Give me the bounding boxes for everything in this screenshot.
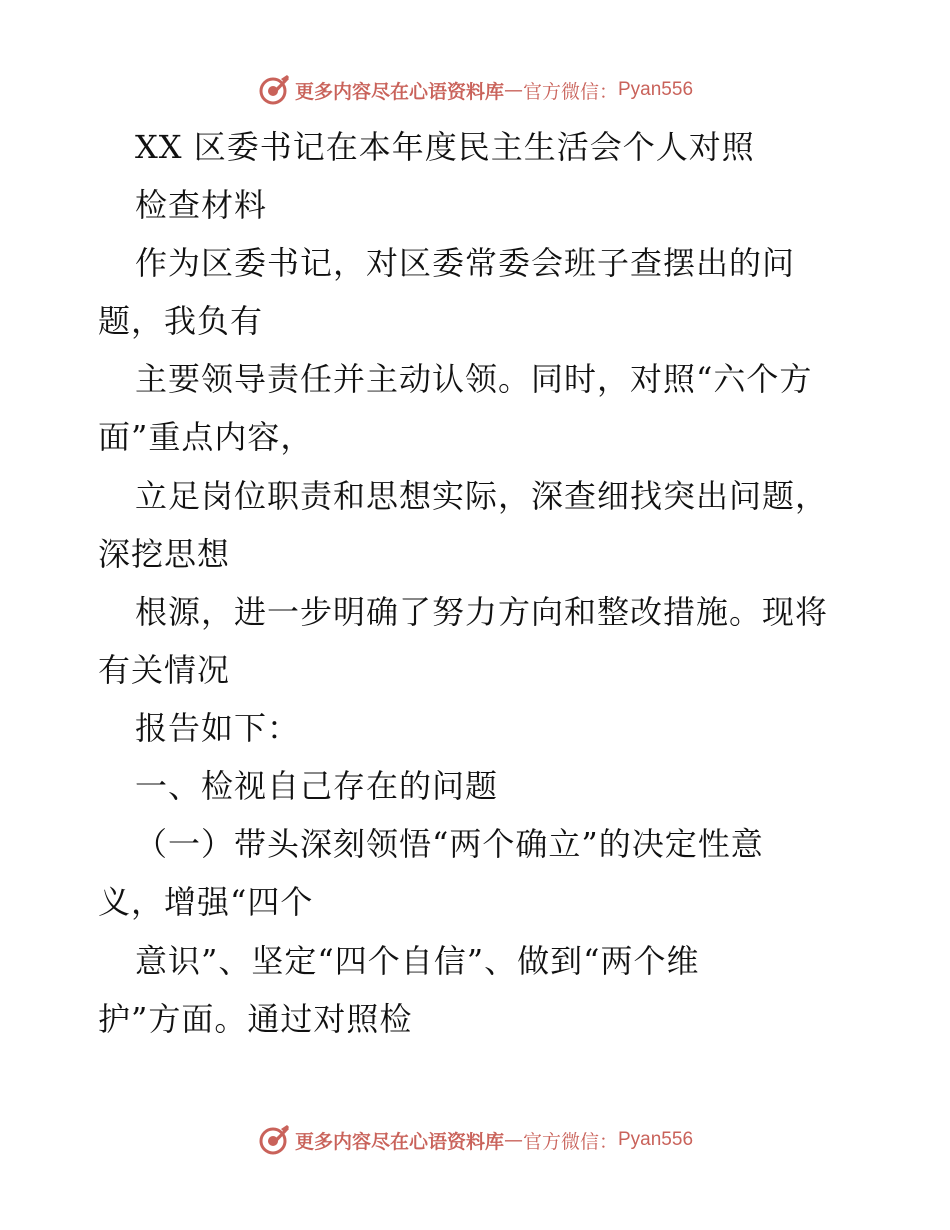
footer-watermark-dash: — (503, 1129, 523, 1151)
body-line: 报告如下： (135, 709, 301, 747)
body-line: 根源，进一步明确了努力方向和整改措施。现将 (135, 593, 829, 631)
body-line: 意识”、坚定“四个自信”、做到“两个维 (135, 942, 700, 980)
body-line: 主要领导责任并主动认领。同时，对照“六个方 (135, 360, 813, 398)
quill-logo-icon (257, 73, 291, 107)
section-heading: 一、检视自己存在的问题 (135, 767, 499, 805)
body-line: 深挖思想 (98, 535, 231, 573)
body-line: 作为区委书记，对区委常委会班子查摆出的问 (135, 244, 796, 282)
quill-logo-icon (257, 1123, 291, 1157)
footer-watermark-contact-label: 官方微信： (522, 1130, 618, 1153)
body-line: 护”方面。通过对照检 (98, 1000, 413, 1038)
header-watermark-contact-label: 官方微信： (522, 80, 618, 103)
header-watermark-dash: — (503, 79, 523, 101)
header-watermark-site: 更多内容尽在心语资料库 (294, 80, 504, 103)
document-title-line-2: 检查材料 (135, 186, 268, 224)
header-watermark (0, 70, 950, 110)
footer-watermark-site: 更多内容尽在心语资料库 (294, 1130, 504, 1153)
body-line: 立足岗位职责和思想实际，深查细找突出问题， (135, 477, 829, 515)
document-title-line-1: XX 区委书记在本年度民主生活会个人对照 (135, 128, 755, 166)
header-watermark-contact-id: Pyan556 (618, 79, 694, 100)
body-line: 面”重点内容， (98, 418, 314, 456)
body-line: 有关情况 (98, 651, 231, 689)
footer-watermark (0, 1120, 950, 1160)
footer-watermark-contact-id: Pyan556 (618, 1129, 694, 1150)
body-line: 题，我负有 (98, 302, 264, 340)
subsection-line: （一）带头深刻领悟“两个确立”的决定性意 (135, 825, 764, 863)
subsection-line: 义，增强“四个 (98, 883, 314, 921)
